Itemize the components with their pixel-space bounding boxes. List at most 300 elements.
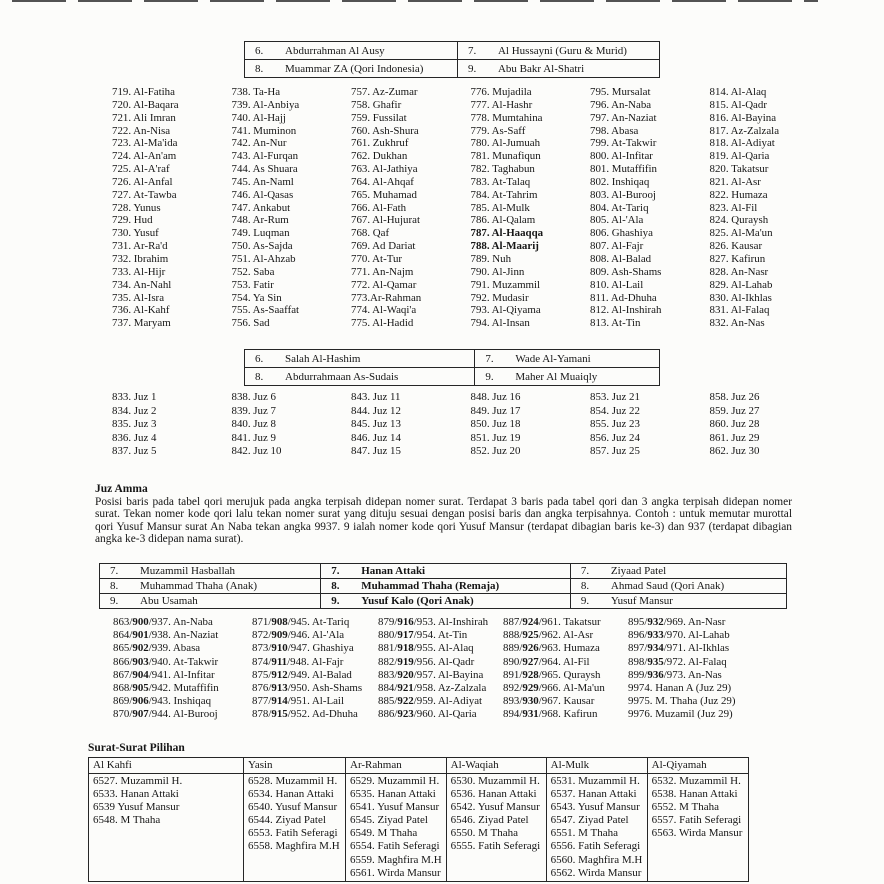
juz-amma-item: 893/930/967. Kausar: [503, 695, 595, 708]
juz-amma-item: 897/934/971. Al-Ikhlas: [628, 642, 730, 655]
surah-item: 743. Al-Furqan: [231, 150, 299, 163]
qori-table-row: [245, 60, 660, 78]
pilihan-heading: Surat-Surat Pilihan: [88, 742, 185, 754]
surah-item: 777. Al-Hashr: [470, 98, 533, 111]
juz-amma-item: 872/909/946. Al-'Ala: [252, 629, 345, 642]
surah-item: 747. Ankabut: [231, 201, 291, 214]
qori-cell: [321, 594, 571, 609]
surah-item: 752. Saba: [231, 265, 275, 278]
surah-item: 742. An-Nur: [231, 137, 287, 150]
surah-item: 794. Al-Insan: [470, 317, 530, 330]
surah-item: 811. Ad-Dhuha: [590, 291, 657, 304]
juz-amma-item: 891/928/965. Quraysh: [503, 668, 601, 681]
pilihan-item: 6562. Wirda Mansur: [550, 866, 642, 879]
juz-amma-item: 887/924/961. Takatsur: [503, 616, 601, 628]
pilihan-item: 6544. Ziyad Patel: [248, 814, 326, 827]
pilihan-item: 6548. M Thaha: [93, 814, 161, 827]
qori-cell: [570, 564, 786, 579]
qori-cell: [457, 42, 659, 60]
juz-item: 851. Juz 19: [470, 431, 521, 444]
surah-item: 760. Ash-Shura: [351, 124, 419, 137]
qori-number: 9.: [331, 595, 340, 607]
pilihan-column-header: Al-Qiyamah: [647, 758, 748, 774]
surah-item: 750. As-Sajda: [231, 240, 293, 253]
juz-item: 841. Juz 9: [231, 431, 276, 444]
juz-amma-column-4: [503, 616, 628, 722]
pilihan-cell: [244, 774, 346, 882]
surah-item: 775. Al-Hadid: [351, 317, 414, 330]
juz-item: 839. Juz 7: [231, 404, 276, 417]
juz-amma-column-1: [113, 616, 252, 722]
qori-name: Abu Usamah: [140, 595, 198, 607]
surah-item: 764. Al-Ahqaf: [351, 175, 414, 188]
surah-list-column-1: [112, 86, 232, 330]
juz-amma-item: 877/914/951. Al-Lail: [252, 695, 344, 708]
surah-item: 823. Al-Fil: [709, 201, 758, 214]
juz-list-column-6: [710, 391, 830, 459]
juz-item: 842. Juz 10: [231, 445, 282, 458]
pilihan-item: 6561. Wirda Mansur: [350, 866, 441, 879]
surah-item: 778. Mumtahina: [470, 111, 543, 124]
qori-table-row: [100, 564, 787, 579]
surah-item: 779. As-Saff: [470, 124, 526, 137]
pilihan-item: 6538. Hanan Attaki: [651, 788, 738, 801]
surah-item: 727. At-Tawba: [112, 188, 177, 201]
pilihan-item: 6535. Hanan Attaki: [350, 788, 436, 801]
surah-list-column-2: [232, 86, 352, 330]
juz-item: 835. Juz 3: [112, 418, 157, 431]
qori-cell: [475, 368, 660, 386]
surah-item: 738. Ta-Ha: [231, 86, 281, 98]
qori-number: 7.: [331, 565, 340, 577]
qori-cell: [245, 60, 458, 78]
qori-name: Salah Al-Hashim: [285, 352, 361, 365]
juz-amma-item: 874/911/948. Al-Fajr: [252, 655, 344, 668]
qori-table-row: [245, 350, 660, 368]
pilihan-item: 6531. Muzammil H.: [550, 775, 640, 787]
pilihan-column-header: Al-Waqiah: [446, 758, 546, 774]
pilihan-item: 6554. Fatih Seferagi: [350, 840, 440, 853]
juz-amma-item: 889/926/963. Humaza: [503, 642, 600, 655]
juz-amma-item: 894/931/968. Kafirun: [503, 708, 598, 721]
surah-item: 802. Inshiqaq: [590, 175, 650, 188]
surah-item: 746. Al-Qasas: [231, 188, 294, 201]
qori-name: Wade Al-Yamani: [515, 352, 591, 365]
surah-item: 792. Mudasir: [470, 291, 529, 304]
surah-item: 745. An-Naml: [231, 175, 294, 188]
juz-amma-item: 883/920/957. Al-Bayina: [378, 668, 484, 681]
juz-amma-item: 865/902/939. Abasa: [113, 642, 201, 655]
surah-item: 782. Taghabun: [470, 163, 535, 176]
qori-number: 7.: [467, 44, 477, 57]
surah-item: 734. An-Nahl: [112, 278, 172, 291]
surah-item: 744. As Shuara: [231, 163, 298, 176]
qori-name: Abdurrahman Al Ausy: [285, 44, 385, 57]
pilihan-item: 6529. Muzammil H.: [350, 775, 440, 787]
juz-amma-item: 863/900/937. An-Naba: [113, 616, 213, 628]
qori-name: Ahmad Saud (Qori Anak): [610, 580, 725, 592]
surah-item: 804. At-Tariq: [590, 201, 649, 214]
surah-item: 826. Kausar: [709, 240, 763, 253]
juz-amma-item: 867/904/941. Al-Infitar: [113, 668, 215, 681]
pilihan-cell: [647, 774, 748, 882]
juz-item: 848. Juz 16: [470, 391, 521, 403]
juz-item: 859. Juz 27: [709, 404, 760, 417]
juz-item: 845. Juz 13: [351, 418, 401, 431]
juz-amma-item: 869/906/943. Inshiqaq: [113, 695, 212, 708]
surah-item: 818. Al-Adiyat: [709, 137, 775, 150]
pilihan-item: 6555. Fatih Seferagi: [450, 840, 541, 853]
juz-item: 862. Juz 30: [709, 445, 760, 458]
surah-item: 730. Yusuf: [112, 227, 159, 240]
surah-item: 731. Ar-Ra'd: [112, 240, 168, 253]
pilihan-item: 6530. Muzammil H.: [450, 775, 540, 787]
juz-item: 861. Juz 29: [709, 431, 760, 444]
qori-cell: [475, 350, 660, 368]
qori-name: Abu Bakr Al-Shatri: [497, 62, 585, 75]
juz-list-column-1: [112, 391, 232, 459]
surah-item: 725. Al-A'raf: [112, 163, 170, 176]
pilihan-cell: [546, 774, 647, 882]
pilihan-header-row: [89, 758, 749, 774]
surah-item: 796. An-Naba: [590, 98, 652, 111]
surah-item: 751. Al-Ahzab: [231, 252, 296, 265]
juz-amma-item: 864/901/938. An-Naziat: [113, 629, 219, 642]
surah-item: 761. Zukhruf: [351, 137, 409, 150]
surah-item: 737. Maryam: [112, 317, 171, 330]
juz-amma-item: 896/933/970. Al-Lahab: [628, 629, 730, 642]
juz-amma-item: 9976. Muzamil (Juz 29): [628, 708, 733, 721]
surah-item: 819. Al-Qaria: [709, 150, 770, 163]
juz-item: 852. Juz 20: [470, 445, 521, 458]
juz-amma-item: 888/925/962. Al-Asr: [503, 629, 594, 642]
juz-item: 847. Juz 15: [351, 445, 401, 458]
pilihan-cell: [446, 774, 546, 882]
qori-number: 8.: [110, 580, 119, 592]
qori-name: Maher Al Muaiqly: [515, 370, 598, 383]
surah-item: 749. Luqman: [231, 227, 290, 240]
juz-amma-item: 875/912/949. Al-Balad: [252, 668, 352, 681]
surah-item: 729. Hud: [112, 214, 153, 227]
juz-item: 856. Juz 24: [590, 431, 640, 444]
qori-cell: [100, 594, 321, 609]
juz-amma-item: 876/913/950. Ash-Shams: [252, 682, 363, 695]
qori-table-2: [244, 349, 660, 386]
qori-number: 9.: [485, 370, 494, 383]
qori-name: Yusuf Kalo (Qori Anak): [361, 595, 474, 607]
pilihan-item: 6546. Ziyad Patel: [450, 814, 529, 827]
pilihan-item: 6549. M Thaha: [350, 827, 418, 840]
qori-name: Yusuf Mansur: [610, 595, 673, 607]
juz-item: 836. Juz 4: [112, 431, 157, 444]
surah-item: 810. Al-Lail: [590, 278, 644, 291]
juz-amma-item: 898/935/972. Al-Falaq: [628, 655, 727, 668]
surah-list-column-3: [351, 86, 471, 330]
juz-amma-item: 884/921/958. Az-Zalzala: [378, 682, 487, 695]
surah-item: 724. Al-An'am: [112, 150, 177, 163]
surah-item: 832. An-Nas: [709, 317, 765, 330]
juz-list-column-2: [232, 391, 352, 459]
juz-item: 838. Juz 6: [231, 391, 276, 403]
juz-list-column-3: [351, 391, 471, 459]
surah-item: 783. At-Talaq: [470, 175, 531, 188]
juz-item: 843. Juz 11: [351, 391, 401, 403]
qori-cell: [245, 368, 475, 386]
juz-list-column-5: [590, 391, 710, 459]
qori-table-3: [99, 563, 787, 609]
surah-item: 735. Al-Isra: [112, 291, 165, 304]
surah-item: 820. Takatsur: [709, 163, 769, 176]
qori-cell: [100, 564, 321, 579]
qori-cell: [321, 579, 571, 594]
surah-item: 791. Muzammil: [470, 278, 541, 291]
qori-table-row: [245, 42, 660, 60]
juz-amma-item: 895/932/969. An-Nasr: [628, 616, 726, 628]
surah-item: 831. Al-Falaq: [709, 304, 770, 317]
surah-item: 766. Al-Fath: [351, 201, 407, 214]
surah-item: 793. Al-Qiyama: [470, 304, 541, 317]
surah-item: 784. At-Tahrim: [470, 188, 538, 201]
surah-item: 816. Al-Bayina: [709, 111, 777, 124]
surah-item: 776. Mujadila: [470, 86, 532, 98]
surah-item: 790. Al-Jinn: [470, 265, 525, 278]
surah-item: 740. Al-Hajj: [231, 111, 286, 124]
pilihan-item: 6552. M Thaha: [651, 801, 719, 814]
surah-item: 756. Sad: [231, 317, 270, 330]
surah-item: 786. Al-Qalam: [470, 214, 536, 227]
surah-item: 815. Al-Qadr: [709, 98, 767, 111]
surah-item: 803. Al-Burooj: [590, 188, 656, 201]
qori-name: Muammar ZA (Qori Indonesia): [285, 62, 424, 75]
juz-amma-item: 899/936/973. An-Nas: [628, 668, 722, 681]
pilihan-body-row: [89, 774, 749, 882]
surah-item: 736. Al-Kahf: [112, 304, 170, 317]
pilihan-item: 6545. Ziyad Patel: [350, 814, 428, 827]
pilihan-item: 6534. Hanan Attaki: [248, 788, 334, 801]
juz-amma-surah-list: [113, 616, 798, 722]
juz-item: 846. Juz 14: [351, 431, 401, 444]
pilihan-cell: [346, 774, 447, 882]
qori-number: 8.: [580, 580, 590, 592]
surah-item: 813. At-Tin: [590, 317, 641, 330]
surah-item: 787. Al-Haaqqa: [470, 227, 544, 240]
surah-item: 798. Abasa: [590, 124, 639, 137]
surah-item: 767. Al-Hujurat: [351, 214, 420, 227]
surah-item: 805. Al-'Ala: [590, 214, 644, 227]
juz-amma-item: 879/916/953. Al-Inshirah: [378, 616, 489, 628]
juz-amma-item: 870/907/944. Al-Burooj: [113, 708, 218, 721]
pilihan-column-header: Ar-Rahman: [346, 758, 447, 774]
qori-name: Muhammad Thaha (Anak): [140, 580, 258, 592]
juz-item: 854. Juz 22: [590, 404, 640, 417]
qori-number: 8.: [331, 580, 340, 592]
surah-item: 799. At-Takwir: [590, 137, 657, 150]
surah-list-column-6: [710, 86, 830, 330]
juz-amma-item: 878/915/952. Ad-Dhuha: [252, 708, 358, 721]
juz-amma-item: 892/929/966. Al-Ma'un: [503, 682, 605, 695]
juz-item: 840. Juz 8: [231, 418, 276, 431]
surah-item: 733. Al-Hijr: [112, 265, 166, 278]
juz-amma-item: 890/927/964. Al-Fil: [503, 655, 590, 668]
surah-item: 754. Ya Sin: [231, 291, 282, 304]
surah-item: 788. Al-Maarij: [470, 240, 539, 253]
surah-item: 755. As-Saaffat: [231, 304, 300, 317]
pilihan-item: 6528. Muzammil H.: [248, 775, 338, 787]
surah-item: 812. Al-Inshirah: [590, 304, 662, 317]
juz-amma-item: 9974. Hanan A (Juz 29): [628, 682, 732, 695]
juz-amma-instructions: Posisi baris pada tabel qori merujuk pada angka terpisah didepan nomer surat. Terdapat 3 baris pada tabel qori dan 3 angka terpisah didepan nomer surat. Tekan nomer kode qori lalu tekan nomer surat yang dituju sesuai dengan posisi baris dan angka terpisahnya. Contoh : untuk memutar murottal qori Yusuf Mansur surat An Naba tekan angka 9937. 9 ialah nomer kode qori Yusuf Mansur (terdapat dibagian baris ke-3) dan 937 (terdapat dibagian angka ke-3 didepan nama surat).: [95, 496, 792, 545]
pilihan-column-header: Al-Mulk: [546, 758, 647, 774]
juz-item: 834. Juz 2: [112, 404, 157, 417]
surah-item: 785. Al-Mulk: [470, 201, 530, 214]
pilihan-item: 6547. Ziyad Patel: [550, 814, 629, 827]
pilihan-item: 6541. Yusuf Mansur: [350, 801, 440, 814]
surah-item: 765. Muhamad: [351, 188, 417, 201]
qori-table-row: [100, 579, 787, 594]
surah-item: 723. Al-Ma'ida: [112, 137, 178, 150]
surah-item: 817. Az-Zalzala: [709, 124, 780, 137]
surah-item: 821. Al-Asr: [709, 175, 761, 188]
surah-item: 720. Al-Baqara: [112, 98, 179, 111]
qori-cell: [245, 350, 475, 368]
pilihan-item: 6537. Hanan Attaki: [550, 788, 637, 801]
surah-item: 757. Az-Zumar: [351, 86, 418, 98]
juz-amma-item: 868/905/942. Mutaffifin: [113, 682, 219, 695]
juz-item: 837. Juz 5: [112, 445, 157, 458]
surah-item: 789. Nuh: [470, 252, 512, 265]
juz-amma-item: 886/923/960. Al-Qaria: [378, 708, 477, 721]
juz-amma-column-2: [252, 616, 378, 722]
surah-item: 772. Al-Qamar: [351, 278, 417, 291]
surah-item: 781. Munafiqun: [470, 150, 541, 163]
surah-item: 827. Kafirun: [709, 252, 766, 265]
juz-item: 857. Juz 25: [590, 445, 640, 458]
pilihan-item: 6543. Yusuf Mansur: [550, 801, 640, 814]
pilihan-item: 6560. Maghfira M.H: [550, 853, 643, 866]
surah-item: 828. An-Nasr: [709, 265, 769, 278]
surah-code-list: [112, 86, 829, 330]
surah-item: 780. Al-Jumuah: [470, 137, 541, 150]
pilihan-table: [88, 757, 749, 882]
qori-name: Hanan Attaki: [361, 565, 426, 577]
pilihan-item: 6542. Yusuf Mansur: [450, 801, 540, 814]
juz-item: 860. Juz 28: [709, 418, 760, 431]
juz-amma-item: 885/922/959. Al-Adiyat: [378, 695, 483, 708]
qori-name: Abdurrahmaan As-Sudais: [285, 370, 399, 383]
qori-name: Ziyaad Patel: [610, 565, 667, 577]
pilihan-item: 6536. Hanan Attaki: [450, 788, 537, 801]
surah-item: 795. Mursalat: [590, 86, 651, 98]
qori-name: Muzammil Hasballah: [140, 565, 236, 577]
juz-item: 850. Juz 18: [470, 418, 521, 431]
surah-item: 806. Ghashiya: [590, 227, 653, 240]
surah-item: 773.Ar-Rahman: [351, 291, 422, 304]
juz-item: 849. Juz 17: [470, 404, 521, 417]
qori-number: 8.: [255, 62, 264, 75]
juz-amma-item: 871/908/945. At-Tariq: [252, 616, 350, 628]
qori-cell: [570, 594, 786, 609]
juz-amma-item: 880/917/954. At-Tin: [378, 629, 468, 642]
pilihan-item: 6558. Maghfira M.H: [248, 840, 340, 853]
surah-item: 732. Ibrahim: [112, 252, 169, 265]
pilihan-item: 6563. Wirda Mansur: [651, 827, 743, 840]
surah-item: 809. Ash-Shams: [590, 265, 662, 278]
surah-item: 830. Al-Ikhlas: [709, 291, 772, 304]
pilihan-column-header: Al Kahfi: [89, 758, 244, 774]
pilihan-cell: [89, 774, 244, 882]
juz-amma-item: 9975. M. Thaha (Juz 29): [628, 695, 736, 708]
surah-item: 808. Al-Balad: [590, 252, 652, 265]
juz-amma-heading: Juz Amma: [95, 483, 148, 495]
surah-item: 759. Fussilat: [351, 111, 407, 124]
surah-item: 748. Ar-Rum: [231, 214, 289, 227]
juz-item: 853. Juz 21: [590, 391, 640, 403]
pilihan-item: 6553. Fatih Seferagi: [248, 827, 338, 840]
juz-amma-column-3: [378, 616, 503, 722]
qori-cell: [245, 42, 458, 60]
qori-table-row: [100, 594, 787, 609]
surah-item: 829. Al-Lahab: [709, 278, 773, 291]
surah-item: 739. Al-Anbiya: [231, 98, 300, 111]
surah-item: 762. Dukhan: [351, 150, 408, 163]
surah-item: 726. Al-Anfal: [112, 175, 173, 188]
surah-item: 771. An-Najm: [351, 265, 414, 278]
qori-number: 8.: [255, 370, 264, 383]
pilihan-column-header: Yasin: [244, 758, 346, 774]
qori-name: Muhammad Thaha (Remaja): [361, 580, 500, 592]
surah-item: 741. Muminon: [231, 124, 297, 137]
scan-edge-artifact: [12, 0, 818, 2]
qori-number: 7.: [110, 565, 119, 577]
surah-item: 758. Ghafir: [351, 98, 402, 111]
qori-number: 9.: [580, 595, 590, 607]
qori-number: 7.: [580, 565, 590, 577]
surah-item: 825. Al-Ma'un: [709, 227, 773, 240]
juz-amma-item: 866/903/940. At-Takwir: [113, 655, 219, 668]
pilihan-item: 6527. Muzammil H.: [93, 775, 183, 787]
qori-number: 6.: [255, 352, 264, 365]
surah-list-column-4: [471, 86, 591, 330]
surah-item: 807. Al-Fajr: [590, 240, 644, 253]
surah-item: 769. Ad Dariat: [351, 240, 416, 253]
pilihan-item: 6559. Maghfira M.H: [350, 853, 442, 866]
qori-number: 7.: [485, 352, 494, 365]
surah-list-column-5: [590, 86, 710, 330]
surah-item: 824. Quraysh: [709, 214, 769, 227]
pilihan-item: 6532. Muzammil H.: [651, 775, 741, 787]
qori-table-row: [245, 368, 660, 386]
pilihan-item: 6550. M Thaha: [450, 827, 518, 840]
qori-number: 6.: [255, 44, 264, 57]
surah-item: 797. An-Naziat: [590, 111, 657, 124]
surah-item: 814. Al-Alaq: [709, 86, 767, 98]
surah-item: 822. Humaza: [709, 188, 768, 201]
surah-item: 719. Al-Fatiha: [112, 86, 175, 98]
juz-amma-item: 882/919/956. Al-Qadr: [378, 655, 475, 668]
juz-amma-item: 873/910/947. Ghashiya: [252, 642, 354, 655]
surah-item: 722. An-Nisa: [112, 124, 171, 137]
surah-item: 774. Al-Waqi'a: [351, 304, 417, 317]
surah-item: 763. Al-Jathiya: [351, 163, 418, 176]
surah-item: 770. At-Tur: [351, 252, 403, 265]
qori-cell: [321, 564, 571, 579]
surah-item: 721. Ali Imran: [112, 111, 176, 124]
juz-code-list: [112, 391, 829, 459]
qori-cell: [457, 60, 659, 78]
juz-item: 833. Juz 1: [112, 391, 157, 403]
surah-item: 801. Mutaffifin: [590, 163, 657, 176]
surah-item: 800. Al-Infitar: [590, 150, 653, 163]
